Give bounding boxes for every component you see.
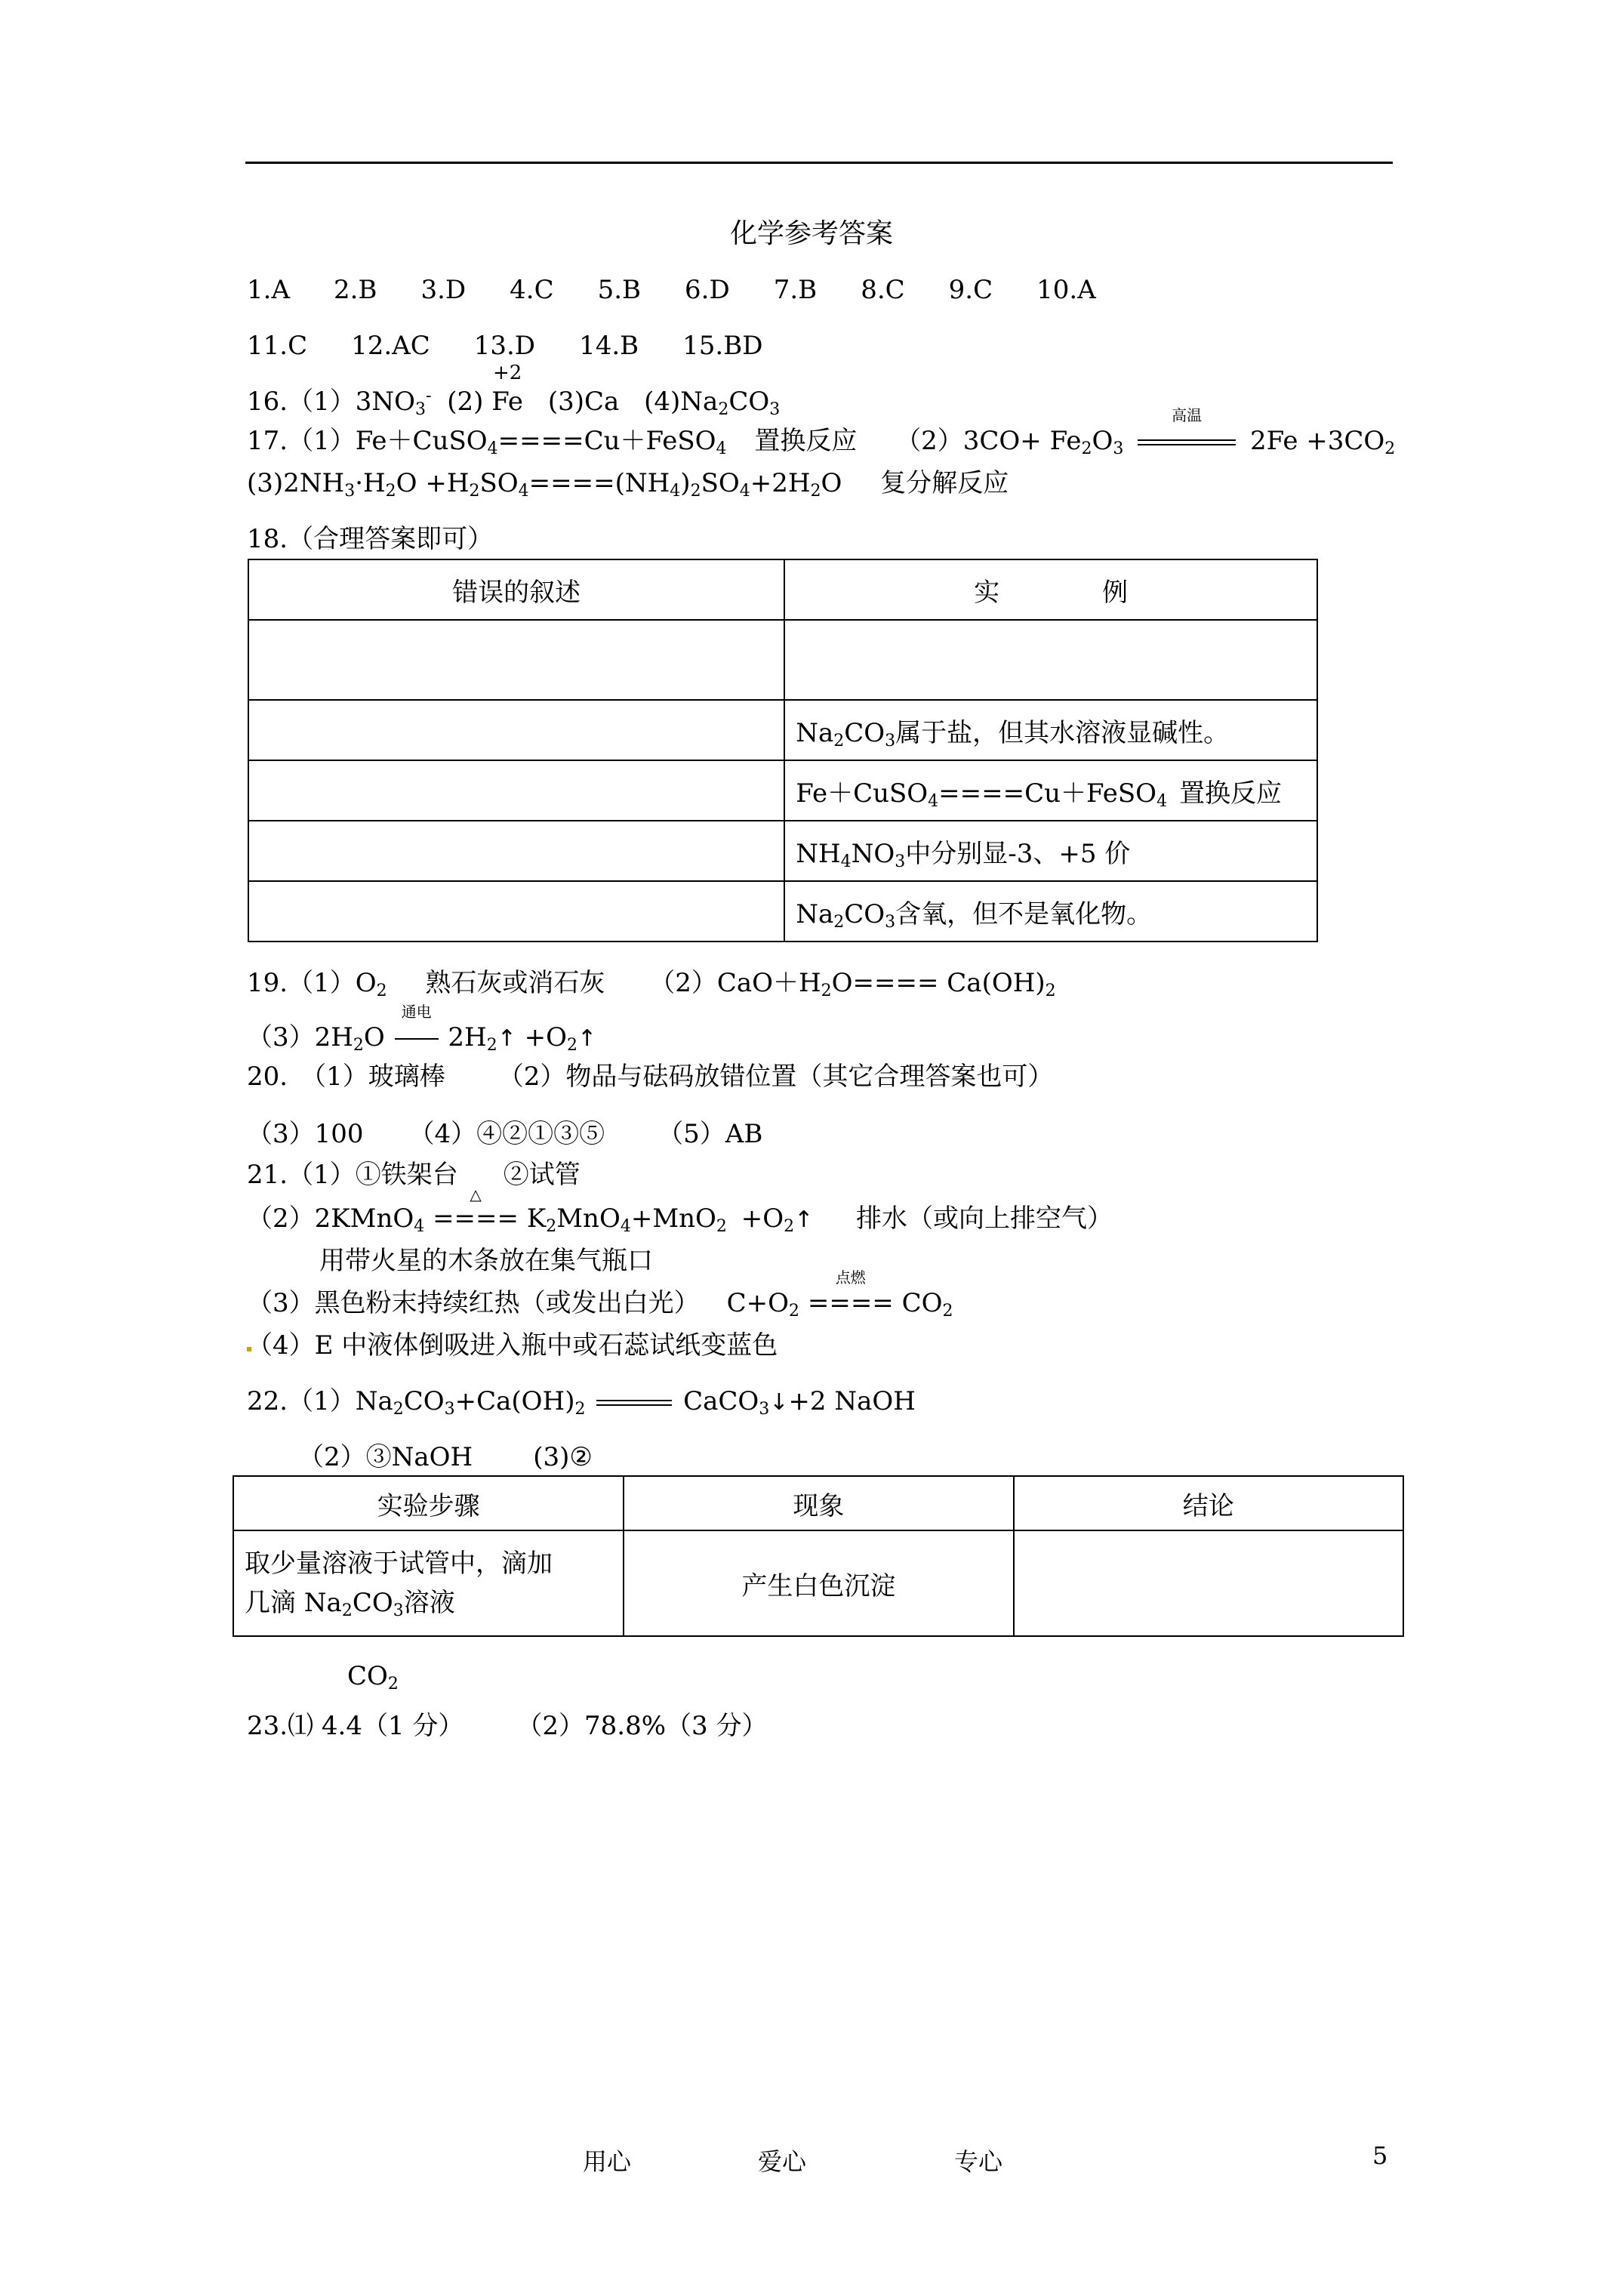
answer: 1.A xyxy=(247,275,290,305)
answer: 14.B xyxy=(579,331,639,361)
answer: 15.BD xyxy=(682,331,763,361)
table-cell xyxy=(248,821,784,881)
table-cell: $NH_4NO_3$中分别显-3、+5 价 xyxy=(784,821,1317,881)
answer: 13.D xyxy=(473,331,536,361)
answer: 7.B xyxy=(773,275,818,305)
header-rule xyxy=(245,162,1393,164)
equals-sign xyxy=(596,1400,672,1406)
answer-21-line-4: （3）黑色粉末持续红热（或发出白光） $C+O_2$ 点燃 ==== $CO_2$ xyxy=(247,1268,953,1321)
table-row xyxy=(233,1530,1403,1636)
table-cell xyxy=(1014,1530,1403,1636)
footer-word-2: 爱心 xyxy=(758,2147,807,2176)
answers-11-15 xyxy=(247,329,762,362)
answer: 9.C xyxy=(948,275,993,305)
answers-1-10 xyxy=(247,273,1096,307)
header-cell: 实验步骤 xyxy=(233,1476,624,1530)
heat-condition: △ ==== xyxy=(433,1185,519,1234)
answer: 8.C xyxy=(861,275,905,305)
answer-17-line-2: $(3)2NH_3\cdot H_2O +H_2SO_4====(NH_4)_2SO_4+2H_2O$ 复分解反应 xyxy=(247,468,1009,501)
answer-20-line-1: 20. （1）玻璃棒 （2）物品与砝码放错位置（其它合理答案也可） xyxy=(247,1062,1054,1092)
answer: 5.B xyxy=(597,275,642,305)
table-row xyxy=(233,1476,1403,1530)
answer-20-line-2: （3）100 （4）④②①③⑤ （5）AB xyxy=(247,1119,763,1149)
table-row xyxy=(248,881,1317,942)
header-cell: 现象 xyxy=(624,1476,1013,1530)
answer-22-line-2: （2）③NaOH (3)② xyxy=(298,1442,593,1472)
table-cell xyxy=(248,881,784,942)
table-cell: 产生白色沉淀 xyxy=(624,1530,1013,1636)
answer: 12.AC xyxy=(351,331,430,361)
table-row xyxy=(248,821,1317,881)
answer-22-co2: $CO_2$ xyxy=(347,1661,399,1693)
answer-17-line-1: 17.（1）Fe＋CuSO$_4$====Cu＋FeSO$_4$ 置换反应 $(2)3CO+ Fe_2O_3$ 高温 $2Fe +3CO_2$ xyxy=(247,406,1396,458)
table-row xyxy=(248,559,1317,620)
answer-19-line-1: $19.(1)O_2$ 熟石灰或消石灰 $(2)CaO+H_2O==== Ca(OH)_2$ xyxy=(247,968,1056,1000)
answer-21-line-5: （4）E 中液体倒吸进入瓶中或石蕊试纸变蓝色 xyxy=(247,1330,778,1361)
table-cell: Fe＋CuSO$_4$====Cu＋FeSO$_4$ 置换反应 xyxy=(784,760,1317,821)
table-row xyxy=(248,760,1317,821)
answer: 10.A xyxy=(1036,275,1096,305)
table-cell: $Na_2CO_3$属于盐，但其水溶液显碱性。 xyxy=(784,700,1317,760)
answer: 6.D xyxy=(685,275,730,305)
electric-condition: 通电 xyxy=(395,1021,439,1054)
answer: 2.B xyxy=(334,275,377,305)
answer-23: 23.⑴ 4.4（1 分） （2）78.8%（3 分） xyxy=(247,1711,768,1741)
answer-21-line-2: （2）2KMnO$_4$ △ ==== $K_2MnO_4+MnO_2$ $+O_2↑$ 排水（或向上排空气） xyxy=(247,1185,1113,1236)
header-cell: 结论 xyxy=(1014,1476,1403,1530)
table-cell xyxy=(248,760,784,821)
table-cell xyxy=(248,700,784,760)
table-row xyxy=(248,700,1317,760)
table-cell: $Na_2CO_3$含氧，但不是氧化物。 xyxy=(784,881,1317,942)
ignite-condition: 点燃 ==== xyxy=(807,1268,894,1318)
table-cell: 取少量溶液于试管中，滴加 几滴 $Na_2CO_3$溶液 xyxy=(233,1530,624,1636)
table-cell xyxy=(784,620,1317,700)
answer: 3.D xyxy=(420,275,467,305)
table-22 xyxy=(233,1475,1404,1637)
high-temp-condition: 高温 xyxy=(1138,424,1236,458)
header-cell: 错误的叙述 xyxy=(248,559,784,620)
answer-21-line-3: 用带火星的木条放在集气瓶口 xyxy=(319,1246,653,1276)
page-title: 化学参考答案 xyxy=(729,218,893,249)
footer-word-3: 专心 xyxy=(954,2147,1003,2176)
answer-22-line-1: $22.(1)Na_2CO_3+Ca(OH)_2$ CaCO$_3$↓+2 NaOH xyxy=(247,1386,916,1419)
footer-word-1: 用心 xyxy=(583,2147,632,2176)
answer: 11.C xyxy=(247,331,308,361)
answer-18-label: 18.（合理答案即可） xyxy=(247,524,494,554)
table-18 xyxy=(248,559,1318,942)
answer-19-line-2: $(3)2H_2O$ 通电 $2H_2↑$ $+O_2↑$ xyxy=(247,1003,597,1055)
answer-16: $16.(1)3NO_3^-$ (2) +2 Fe (3)Ca $(4)Na_2CO_3$ xyxy=(247,362,781,419)
table-cell xyxy=(248,620,784,700)
answer: 4.C xyxy=(510,275,554,305)
page-number: 5 xyxy=(1372,2141,1388,2170)
header-cell: 实 例 xyxy=(784,559,1317,620)
answer-21-line-1: 21.（1）①铁架台 ②试管 xyxy=(247,1160,581,1190)
table-row xyxy=(248,620,1317,700)
